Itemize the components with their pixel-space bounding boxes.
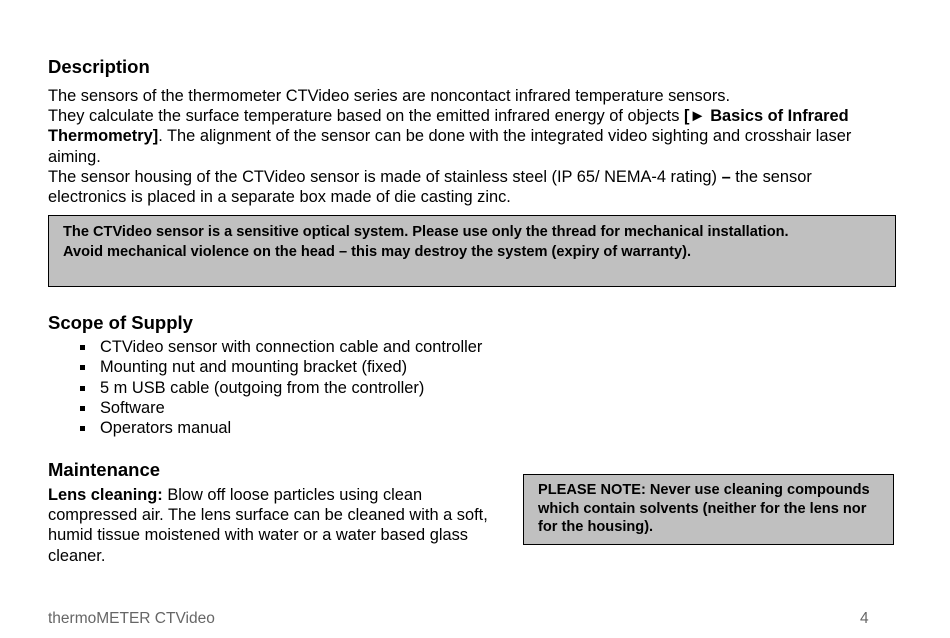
lens-cleaning-text: Blow off loose particles using clean compressed air. The lens surface can be cleaned with a soft, humid tissue moistened with water or a water based glass cleaner. <box>48 486 488 565</box>
list-item: Software <box>80 398 482 418</box>
scope-list <box>80 337 482 438</box>
description-line2 <box>48 106 878 167</box>
description-line2-text: They calculate the surface temperature based on the emitted infrared energy of objects <box>48 107 684 126</box>
footer-title: thermoMETER CTVideo <box>48 610 215 627</box>
description-text <box>48 86 878 207</box>
warning-line1: The CTVideo sensor is a sensitive optical system. Please use only the thread for mechanical installation. <box>63 224 789 240</box>
description-line3-cont: the sensor electronics is placed in a separate box made of die casting zinc. <box>48 167 812 207</box>
list-item: CTVideo sensor with connection cable and controller <box>80 337 482 357</box>
note-box: PLEASE NOTE: Never use cleaning compounds which contain solvents (neither for the lens nor for the housing). <box>523 474 894 545</box>
description-heading: Description <box>48 56 150 77</box>
warning-box <box>48 215 896 287</box>
description-line2-cont: . The alignment of the sensor can be done with the integrated video sighting and crosshair laser aiming. <box>48 127 852 166</box>
list-item: Operators manual <box>80 418 482 438</box>
description-line3-text: The sensor housing of the CTVideo sensor is made of stainless steel (IP 65/ NEMA-4 rating) <box>48 167 722 186</box>
list-item: Mounting nut and mounting bracket (fixed) <box>80 357 482 377</box>
maintenance-text <box>48 485 508 566</box>
description-dash: – <box>721 167 731 186</box>
scope-heading: Scope of Supply <box>48 312 193 333</box>
warning-line2: Avoid mechanical violence on the head – this may destroy the system (expiry of warranty). <box>63 243 692 260</box>
basics-reference-link[interactable]: [► Basics of Infrared Thermometry] <box>48 107 849 146</box>
description-line3 <box>48 167 878 207</box>
maintenance-heading: Maintenance <box>48 459 161 480</box>
description-line1: The sensors of the thermometer CTVideo series are noncontact infrared temperature sensors. <box>48 87 731 105</box>
page-number: 4 <box>860 610 869 627</box>
list-item: 5 m USB cable (outgoing from the controller) <box>80 378 482 398</box>
lens-cleaning-label: Lens cleaning: <box>48 486 163 504</box>
